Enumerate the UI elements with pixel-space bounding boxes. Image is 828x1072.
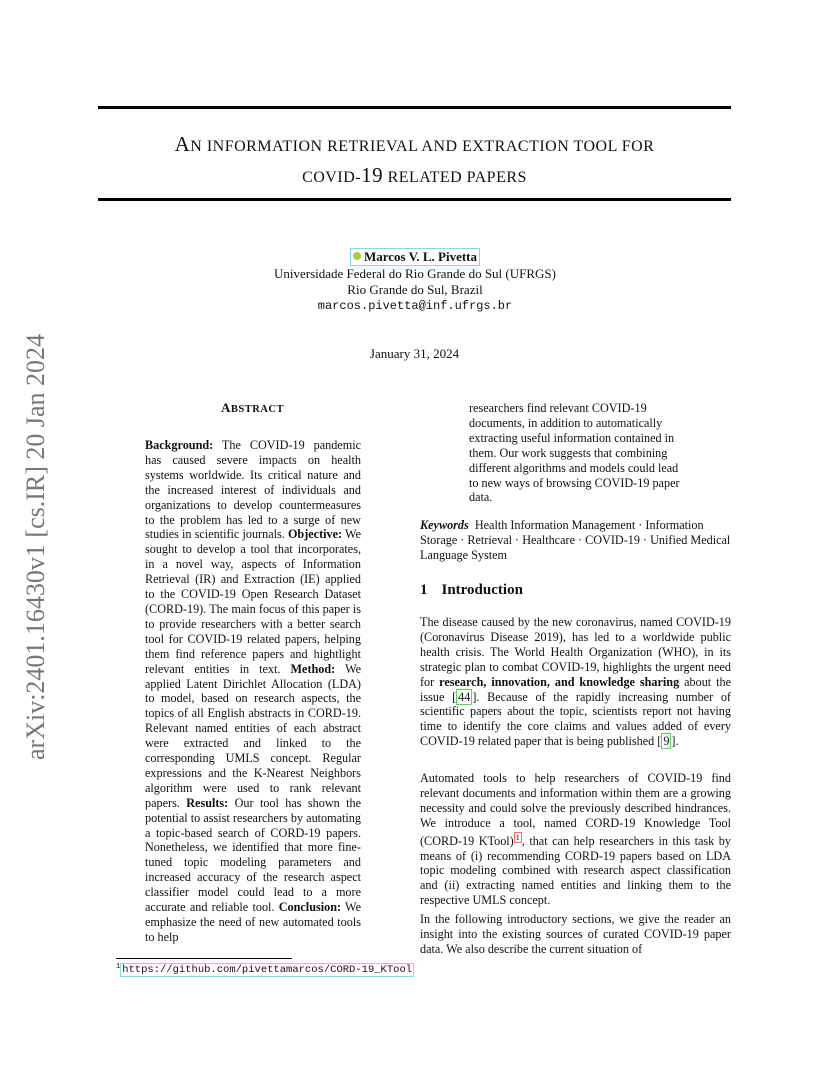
intro-paragraph-1: The disease caused by the new coronavirus, named COVID-19 (Coronavirus Disease 2019), has led to a worldwide public health crisis. The World Health Organization (WHO), in its strategic plan to combat COVID-19, highlights the urgent need for research, innovation, and knowledge sharing about the issue [ 44 ]. Because of the rapidly increasing number of scientific papers about the topic, scientists report not having time to identify the core claims and values added of every COVID-19 related paper that is being published [ 9 ]. <box>420 615 731 749</box>
keywords: Keywords Health Information Management · Information Storage · Retrieval · Healthcare · COVID-19 · Unified Medical Language System <box>420 518 731 562</box>
paper-title <box>98 130 731 192</box>
footnote-url-link[interactable]: https://github.com/pivettamarcos/CORD-19_KTool <box>122 964 413 976</box>
citation-link[interactable]: 9 <box>663 734 670 749</box>
section-heading-introduction: 1 Introduction <box>420 582 523 598</box>
footnote: $^1$ https://github.com/pivettamarcos/CORD-19_KTool <box>116 963 413 976</box>
abstract-continuation: researchers find relevant COVID-19 documents, in addition to automatically extracting useful information contained in them. Our work suggests that combining different algorithms and models could lead to new ways of browsing COVID-19 paper data. <box>469 401 680 505</box>
abstract-heading: ABSTRACT <box>221 400 284 415</box>
footnote-ref-link[interactable]: 1 <box>515 832 520 842</box>
arxiv-side-label: arXiv:2401.16430v1 [cs.IR] 20 Jan 2024 <box>21 333 50 760</box>
title-bottom-rule <box>98 198 731 201</box>
abstract-text: Background: The COVID-19 pandemic has caused severe impacts on health systems worldwide. Its critical nature and the increased interest of individuals and organizations to develop countermeasures to the problem has led to a surge of new studies in scientific journals. Objective: We sought to develop a tool that incorporates, in a novel way, aspects of Information Retrieval (IR) and Extraction (IE) applied to the COVID-19 Open Research Dataset (CORD-19). The main focus of this paper is to provide researchers with a better search tool for COVID-19 related papers, helping them find reference papers and hightlight relevant entities in text. Method: We applied Latent Dirichlet Allocation (LDA) to model, based on research aspects, the topics of all English abstracts in CORD-19. Relevant named entities of each abstract were extracted and linked to the corresponding UMLS concept. Regular expressions and the K-Nearest Neighbors algorithm were used to rank relevant papers. Results: Our tool has shown the potential to assist researchers by automating a topic-based search of CORD-19 papers. Nonetheless, we identified that more fine-tuned topic modeling parameters and increased accuracy of the research aspect classifier model could lead to a more accurate and reliable tool. Conclusion: We emphasize the need of new automated tools to help <box>145 438 362 944</box>
top-rule <box>98 106 731 109</box>
author-name-link[interactable]: Marcos V. L. Pivetta <box>350 248 480 266</box>
author-location: Rio Grande do Sul, Brazil <box>347 282 483 297</box>
title-line-2: COVID-19 RELATED PAPERS <box>302 163 527 187</box>
intro-paragraph-2: Automated tools to help researchers of COVID-19 find relevant documents and information within them are a growing necessity and could solve the previously described hindrances. We introduce a tool, named CORD-19 Knowledge Tool (CORD-19 KTool) $^1$ , that can help researchers in this task by means of (i) recommending CORD-19 papers based on LDA topic modeling combined with research aspect classification and (ii) extracting named entities and linking them to the respective UMLS concept. <box>420 771 731 908</box>
title-line-1: AN INFORMATION RETRIEVAL AND EXTRACTION TOOL FOR <box>174 132 655 156</box>
paper-date: January 31, 2024 <box>369 346 460 361</box>
author-email[interactable]: marcos.pivetta@inf.ufrgs.br <box>317 299 513 313</box>
orcid-icon[interactable] <box>353 252 361 260</box>
author-block <box>160 248 670 314</box>
citation-link[interactable]: 44 <box>458 689 471 704</box>
author-affiliation: Universidade Federal do Rio Grande do Sul (UFRGS) <box>274 266 556 281</box>
footnote-rule <box>116 958 292 959</box>
intro-paragraph-3: In the following introductory sections, we give the reader an insight into the existing sources of curated COVID-19 paper data. We also describe the current situation of <box>420 912 731 956</box>
